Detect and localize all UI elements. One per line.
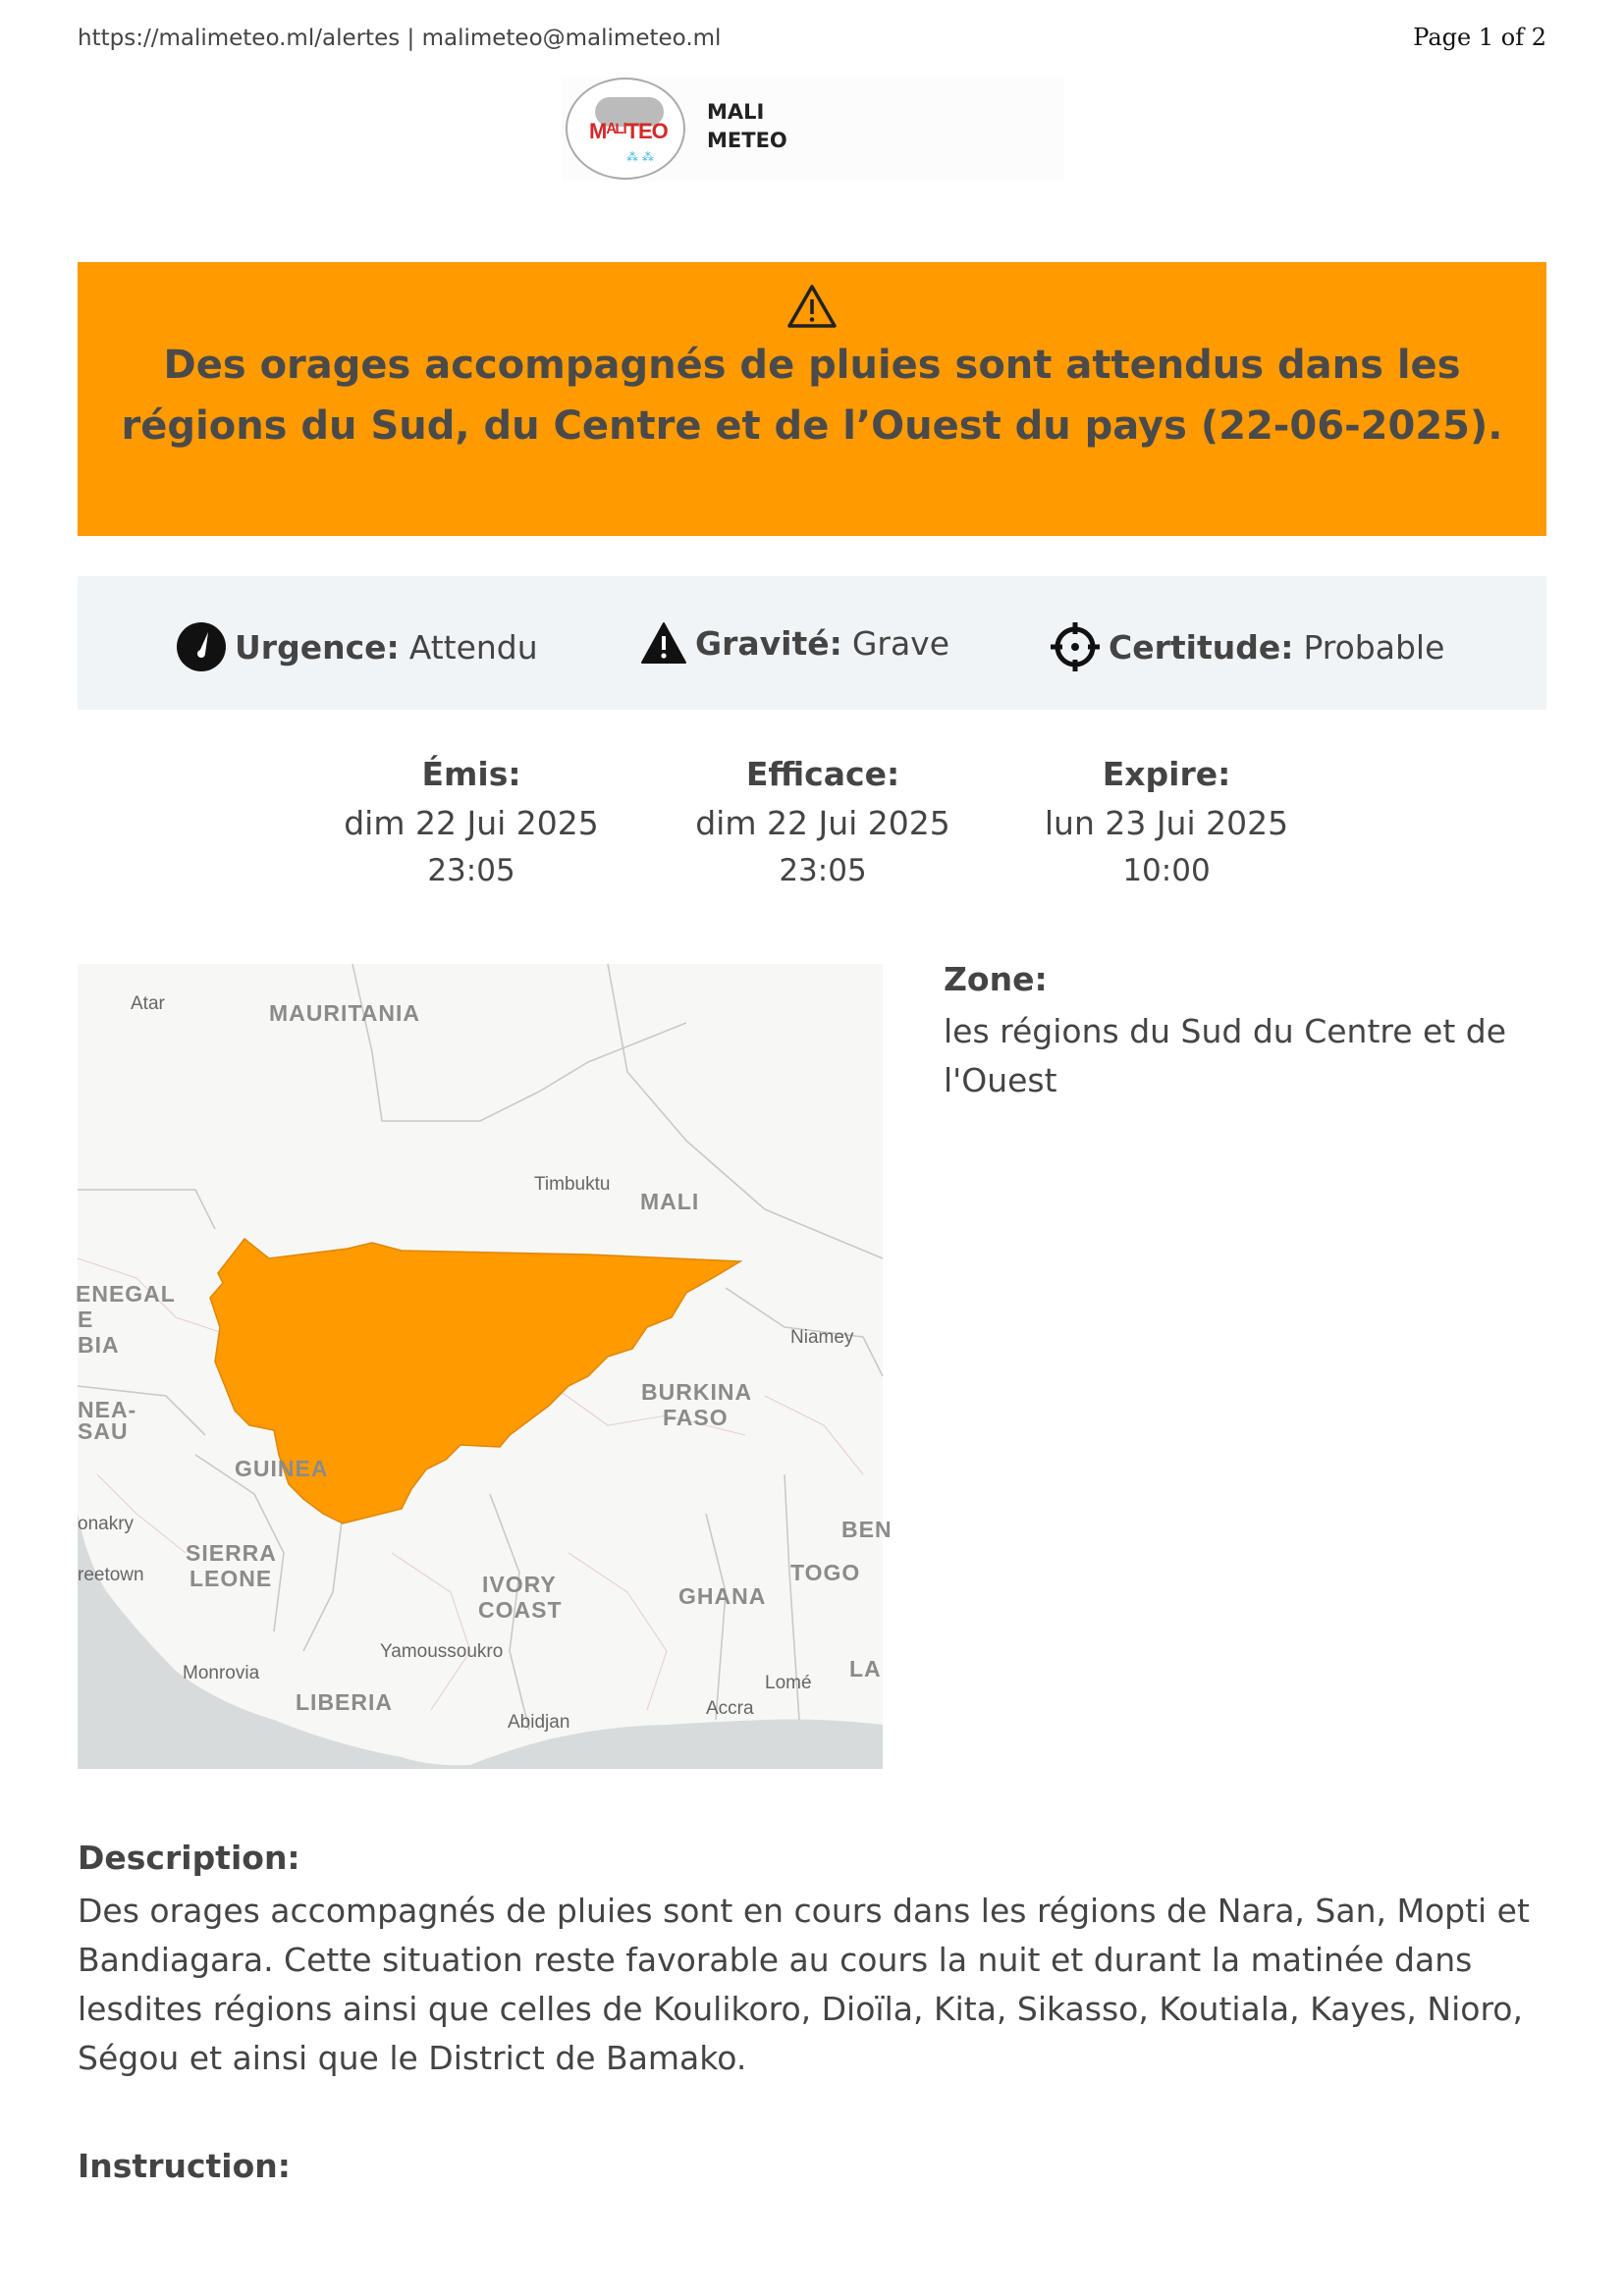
- severity-label: Gravité:: [695, 623, 842, 663]
- issued-label: Émis:: [421, 755, 521, 793]
- map-city: Atar: [131, 993, 165, 1014]
- map-country: E: [78, 1307, 94, 1332]
- map-country: NEA-: [78, 1397, 137, 1422]
- map-city: reetown: [78, 1565, 144, 1585]
- map-country: BIA: [78, 1332, 120, 1358]
- page-indicator: Page 1 of 2: [1413, 24, 1546, 51]
- admin-border: [765, 1396, 863, 1474]
- map-country: COAST: [478, 1597, 563, 1623]
- map-country: BEN: [841, 1517, 893, 1542]
- effective-date: dim 22 Jui 2025: [695, 804, 950, 842]
- expires-label: Expire:: [1102, 755, 1231, 793]
- map-country: FASO: [663, 1405, 729, 1430]
- map-city: Niamey: [790, 1327, 854, 1348]
- issued-date-block: [334, 750, 609, 893]
- map-city: Lomé: [765, 1673, 812, 1693]
- map-country: MAURITANIA: [269, 1000, 420, 1026]
- effective-time: 23:05: [779, 853, 867, 888]
- severity-warning-icon: [640, 621, 687, 665]
- map-country: SAU: [78, 1418, 129, 1444]
- header-url-contact[interactable]: https://malimeteo.ml/alertes | malimeteo@malimeteo.ml: [78, 26, 722, 51]
- crosshair-icon: [1050, 621, 1101, 672]
- severity: [640, 621, 949, 665]
- zone-value: les régions du Sud du Centre et de l'Ouest: [944, 1012, 1507, 1099]
- urgency-label: Urgence:: [235, 627, 400, 667]
- map-country: MALI: [640, 1189, 700, 1214]
- effective-date-block: [685, 750, 960, 893]
- map-country: BURKINA: [641, 1379, 753, 1405]
- admin-border: [392, 1553, 470, 1710]
- alert-meta-strip: [78, 576, 1546, 710]
- map-country: SIERRA: [186, 1540, 277, 1566]
- map-country: LIBERIA: [296, 1689, 393, 1715]
- logo-drops-icon: ⁂ ⁂: [626, 150, 654, 164]
- logo: [562, 77, 1064, 181]
- urgency: [176, 621, 538, 672]
- expires-date: lun 23 Jui 2025: [1044, 804, 1289, 842]
- certainty: [1050, 621, 1444, 672]
- instruction-label: Instruction:: [78, 2147, 291, 2185]
- border: [706, 1514, 726, 1720]
- issued-time: 23:05: [427, 853, 515, 888]
- map-city: onakry: [78, 1514, 135, 1534]
- alert-banner: [78, 262, 1546, 536]
- admin-border: [568, 1553, 667, 1710]
- expires-time: 10:00: [1122, 853, 1211, 888]
- border: [352, 964, 686, 1121]
- map-city: Accra: [706, 1698, 754, 1719]
- zone-label: Zone:: [944, 960, 1048, 998]
- logo-line-1: MALI: [707, 100, 765, 124]
- effective-label: Efficace:: [745, 755, 900, 793]
- urgency-value: Attendu: [408, 627, 538, 667]
- description-label: Description:: [78, 1839, 300, 1877]
- map-city: Abidjan: [508, 1712, 570, 1733]
- logo-emblem: [566, 78, 685, 180]
- alert-title: Des orages accompagnés de pluies sont attendus dans les régions du Sud, du Centre et de l’Ouest du pays (22-06-2025).: [121, 343, 1503, 449]
- map-country: LA: [849, 1656, 882, 1682]
- description-text: Des orages accompagnés de pluies sont en cours dans les régions de Nara, San, Mopti et Bandiagara. Cette situation reste favorable au cours la nuit et durant la matinée dans lesdites régions ainsi que celles de Koulikoro, Dioïla, Kita, Sikasso, Koutiala, Kayes, Nioro, Ségou et ainsi que le District de Bamako.: [78, 1892, 1530, 2077]
- map-country: TOGO: [790, 1560, 861, 1585]
- alert-map[interactable]: [76, 964, 893, 1769]
- speedometer-icon: [176, 621, 227, 672]
- map-country: GUINEA: [235, 1456, 329, 1481]
- warning-icon: [786, 284, 838, 329]
- border: [78, 1190, 215, 1229]
- certainty-label: Certitude:: [1109, 627, 1294, 667]
- logo-line-2: METEO: [707, 129, 787, 152]
- severity-value: Grave: [851, 623, 950, 663]
- border: [608, 964, 883, 1258]
- map-city: Yamoussoukro: [380, 1641, 504, 1662]
- logo-text: [707, 98, 787, 155]
- logo-mark: MᴬᴸᴵTEO: [589, 119, 668, 143]
- map-city: Monrovia: [183, 1663, 260, 1683]
- expires-date-block: [1033, 750, 1300, 893]
- map-city: Timbuktu: [534, 1174, 611, 1195]
- map-country: GHANA: [678, 1583, 767, 1609]
- map-country: ENEGAL: [76, 1281, 176, 1307]
- certainty-value: Probable: [1303, 627, 1445, 667]
- issued-date: dim 22 Jui 2025: [344, 804, 599, 842]
- map-country: IVORY: [482, 1572, 557, 1597]
- map-country: LEONE: [189, 1566, 273, 1591]
